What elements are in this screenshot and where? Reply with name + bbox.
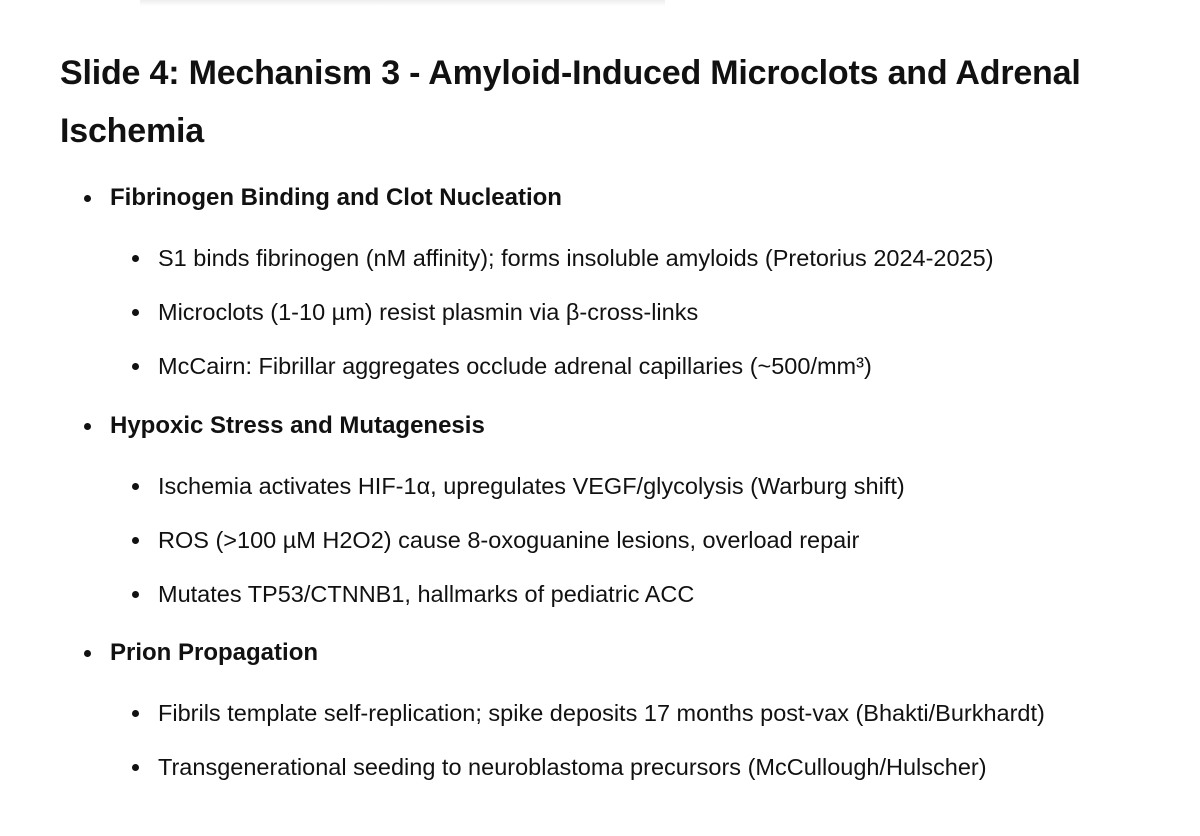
section-heading: Hypoxic Stress and Mutagenesis [110, 412, 485, 439]
bullet-dot [84, 423, 91, 430]
list-item: Mutates TP53/CTNNB1, hallmarks of pediatric ACC [158, 581, 695, 607]
bullet-dot [84, 650, 91, 657]
list-item: ROS (>100 µM H2O2) cause 8-oxoguanine lesions, overload repair [158, 527, 860, 553]
bullet-dot [132, 363, 139, 370]
bullet-dot [132, 591, 139, 598]
bullet-dot [132, 537, 139, 544]
list-item: Microclots (1-10 µm) resist plasmin via β-cross-links [158, 299, 699, 325]
bullet-dot [84, 195, 91, 202]
bullet-dot [132, 764, 139, 771]
section-heading: Fibrinogen Binding and Clot Nucleation [110, 184, 562, 211]
bullet-dot [132, 255, 139, 262]
list-item: Fibrils template self-replication; spike deposits 17 months post-vax (Bhakti/Burkhardt) [158, 700, 1045, 726]
list-item: McCairn: Fibrillar aggregates occlude adrenal capillaries (~500/mm³) [158, 353, 872, 379]
section-heading: Prion Propagation [110, 639, 319, 666]
bullet-dot [132, 483, 139, 490]
list-item: Ischemia activates HIF-1α, upregulates VEGF/glycolysis (Warburg shift) [158, 473, 905, 499]
top-edge-fade [140, 0, 665, 6]
list-item: Transgenerational seeding to neuroblastoma precursors (McCullough/Hulscher) [158, 754, 987, 780]
bullet-dot [132, 309, 139, 316]
bullet-dot [132, 710, 139, 717]
slide-title: Slide 4: Mechanism 3 - Amyloid-Induced Microclots and Adrenal Ischemia [60, 54, 1081, 150]
list-item: S1 binds fibrinogen (nM affinity); forms insoluble amyloids (Pretorius 2024-2025) [158, 245, 994, 271]
